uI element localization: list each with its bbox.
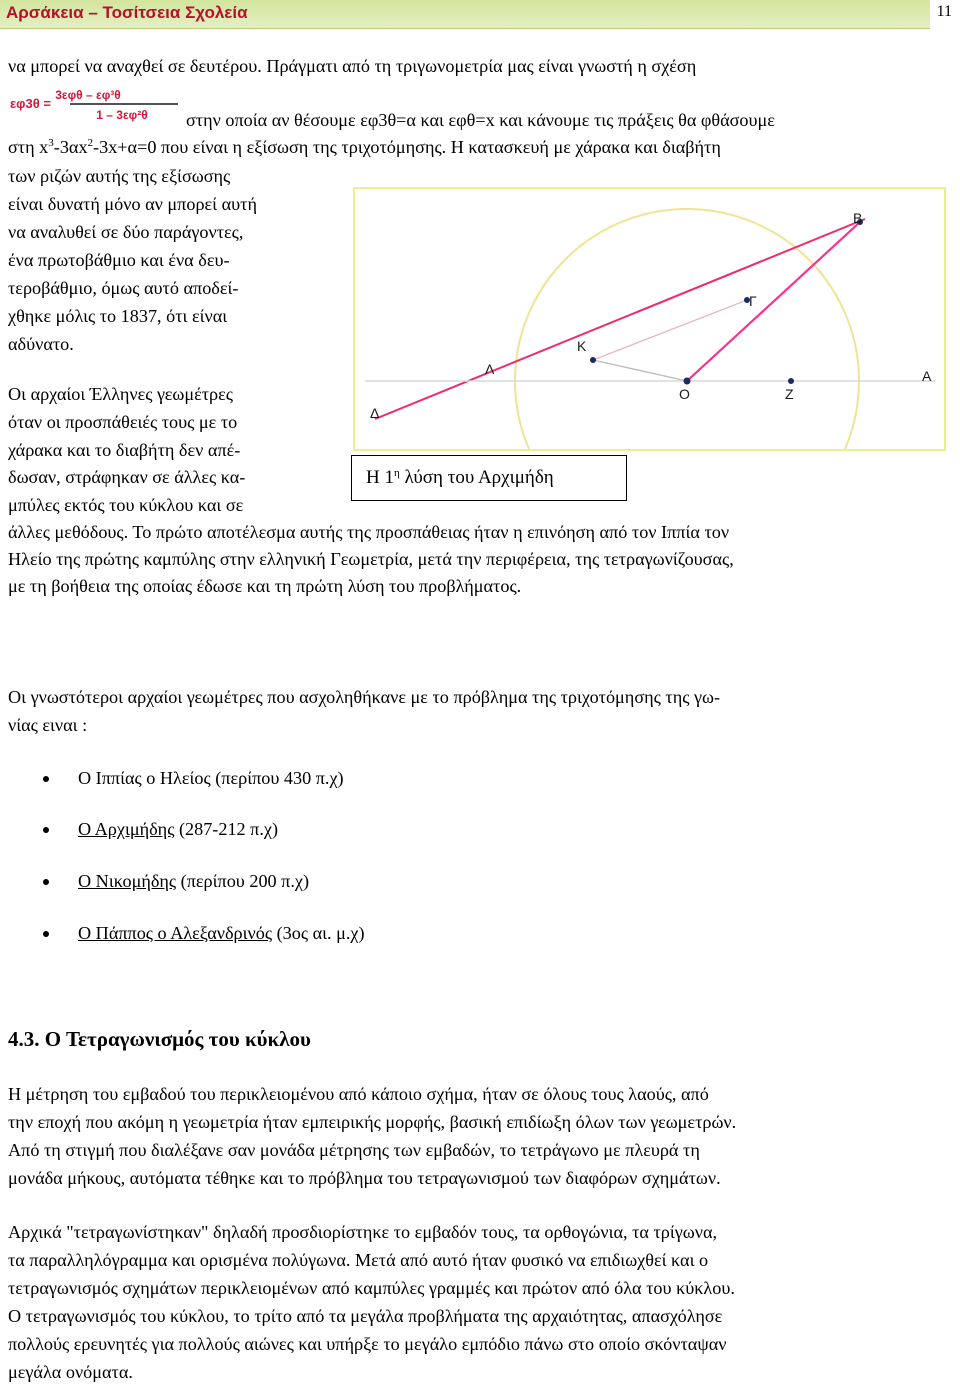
text-line: με τη βοήθεια της οποίας έδωσε και τη πρώτη λύση του προβλήματος. xyxy=(8,576,522,596)
text-line: μεγάλα ονόματα. xyxy=(8,1362,133,1382)
text-line: να μπορεί να αναχθεί σε δευτέρου. Πράγματι από τη τριγωνομετρία μας είναι γνωστή η σχέση xyxy=(8,56,697,76)
label-o: Ο xyxy=(679,386,690,402)
label-a: Α xyxy=(922,368,932,384)
tan-triple-formula xyxy=(10,88,182,122)
geometer-link[interactable]: Ο Πάππος ο Αλεξανδρινός xyxy=(78,923,273,943)
text-line: στην οποία αν θέσουμε εφ3θ=α και εφθ=x και κάνουμε τις πράξεις θα φθάσουμε xyxy=(186,110,775,130)
text-line: τεροβάθμιο, όμως αυτό αποδεί- xyxy=(8,278,239,298)
radius-ray xyxy=(687,222,860,381)
text-line: τετραγωνισμός σχημάτων περικλειομένων από καμπύλες γραμμές και πρώτον από όλα του κύκλου. xyxy=(8,1278,735,1298)
text-line: ένα πρωτοβάθμιο και ένα δευ- xyxy=(8,250,230,270)
construction-svg xyxy=(355,189,944,449)
section-heading: 4.3. Ο Τετραγωνισμός του κύκλου xyxy=(8,1027,311,1051)
text-line: την εποχή που ακόμη η γεωμετρία ήταν εμπειρικής μορφής, βασική επιδίωξη όλων των γεωμετρών. xyxy=(8,1112,737,1132)
geometer-link[interactable]: Ο Νικομήδης xyxy=(78,871,177,891)
archimedes-construction-figure xyxy=(353,187,946,451)
header-title: Αρσάκεια – Τοσίτσεια Σχολεία xyxy=(6,3,248,22)
geometer-name: Ο Ιππίας ο Ηλείος xyxy=(78,768,211,788)
geometer-dates: (287-212 π.χ) xyxy=(174,819,279,839)
geometer-link[interactable]: Ο Αρχιμήδης xyxy=(78,819,175,839)
text-line: Ηλείο της πρώτης καμπύλης στην ελληνική Γεωμετρία, μετά την περιφέρεια, της τετραγωνίζουσας, xyxy=(8,549,734,569)
text-line: δωσαν, στράφηκαν σε άλλες κα- xyxy=(8,467,246,487)
formula-denominator: 1 – 3εφ²θ xyxy=(96,108,148,122)
text-line: πολλούς ερευνητές για πολλούς αιώνες και υπήρξε το μεγάλο εμπόδιο πάνω στο οποίο σκόνταψαν xyxy=(8,1334,727,1354)
label-g: Γ xyxy=(749,293,757,309)
text-line: των ριζών αυτής της εξίσωσης xyxy=(8,166,231,186)
text-line: μονάδα μήκους, αυτόματα τέθηκε και το πρόβλημα του τετραγωνισμού των διαφόρων σχημάτων. xyxy=(8,1168,721,1188)
page-number: 11 xyxy=(936,3,952,20)
point-o xyxy=(684,378,691,385)
formula-lhs: εφ3θ = xyxy=(10,96,51,111)
label-k: Κ xyxy=(577,338,587,354)
text-line: Η μέτρηση του εμβαδού του περικλειομένου από κάποιο σχήμα, ήταν σε όλους τους λαούς, από xyxy=(8,1084,709,1104)
point-k xyxy=(590,357,596,363)
list-item xyxy=(78,870,309,892)
text-line: χάρακα και το διαβήτη δεν απέ- xyxy=(8,440,241,460)
text-line: Αρχικά "τετραγωνίστηκαν" δηλαδή προσδιορίστηκε το εμβαδόν τους, τα ορθογώνια, τα τρίγωνα, xyxy=(8,1222,718,1242)
text-line: τα παραλληλόγραμμα και ορισμένα πολύγωνα. Μετά από αυτό ήταν φυσικό να επιδιωχθεί και ο xyxy=(8,1250,709,1270)
text-line: στη $x^3-3\alpha x^2-3x+\alpha=0$ που είναι η εξίσωση της τριχοτόμησης. Η κατασκευή με χάρακα και διαβήτη xyxy=(8,137,721,157)
text-line: όταν οι προσπάθειές τους με το xyxy=(8,412,238,432)
segment-kg xyxy=(593,300,747,360)
label-d: Δ xyxy=(370,405,380,421)
text-line: νίας ειναι : xyxy=(8,715,88,735)
list-item xyxy=(78,922,365,944)
page-header xyxy=(0,0,930,29)
construction-circle xyxy=(515,209,859,449)
text-line: χθηκε μόλις το 1837, ότι είναι xyxy=(8,306,228,326)
formula-numerator: 3εφθ – εφ³θ xyxy=(55,88,121,102)
bullet-dot xyxy=(43,879,49,885)
label-z: Ζ xyxy=(785,386,794,402)
text-line: Οι αρχαίοι Έλληνες γεωμέτρες xyxy=(8,384,233,404)
chord-ko xyxy=(593,360,687,381)
bullet-dot xyxy=(43,776,49,782)
geometer-dates: (περίπου 200 π.χ) xyxy=(176,871,310,891)
text-line: Από τη στιγμή που διαλέξανε σαν μονάδα μέτρησης των εμβαδών, το τετράγωνο με πλευρά τη xyxy=(8,1140,700,1160)
text-line: άλλες μεθόδους. Το πρώτο αποτέλεσμα αυτής της προσπάθειας ήταν η επινόηση από τον Ιππία τον xyxy=(8,522,730,542)
point-z xyxy=(788,378,794,384)
geometer-dates: (3ος αι. μ.χ) xyxy=(272,923,365,943)
bullet-dot xyxy=(43,827,49,833)
figure-caption: Η $1^\eta$ λύση του Αρχιμήδη xyxy=(351,455,627,501)
label-b: Β xyxy=(853,210,863,226)
list-item xyxy=(78,767,344,789)
label-l: Λ xyxy=(485,361,495,377)
text-line: είναι δυνατή μόνο αν μπορεί αυτή xyxy=(8,194,257,214)
text-line: Οι γνωστότεροι αρχαίοι γεωμέτρες που ασχοληθήκανε με το πρόβλημα της τριχοτόμησης της γω- xyxy=(8,687,721,707)
text-line: Ο τετραγωνισμός του κύκλου, το τρίτο από τα μεγάλα προβλήματα της αρχαιότητας, απασχόλησε xyxy=(8,1306,723,1326)
bullet-dot xyxy=(43,931,49,937)
text-line: μπύλες εκτός του κύκλου και σε xyxy=(8,495,244,515)
text-line: αδύνατο. xyxy=(8,334,74,354)
text-line: να αναλυθεί σε δύο παράγοντες, xyxy=(8,222,244,242)
geometer-dates: (περίπου 430 π.χ) xyxy=(210,768,344,788)
list-item xyxy=(78,818,278,840)
